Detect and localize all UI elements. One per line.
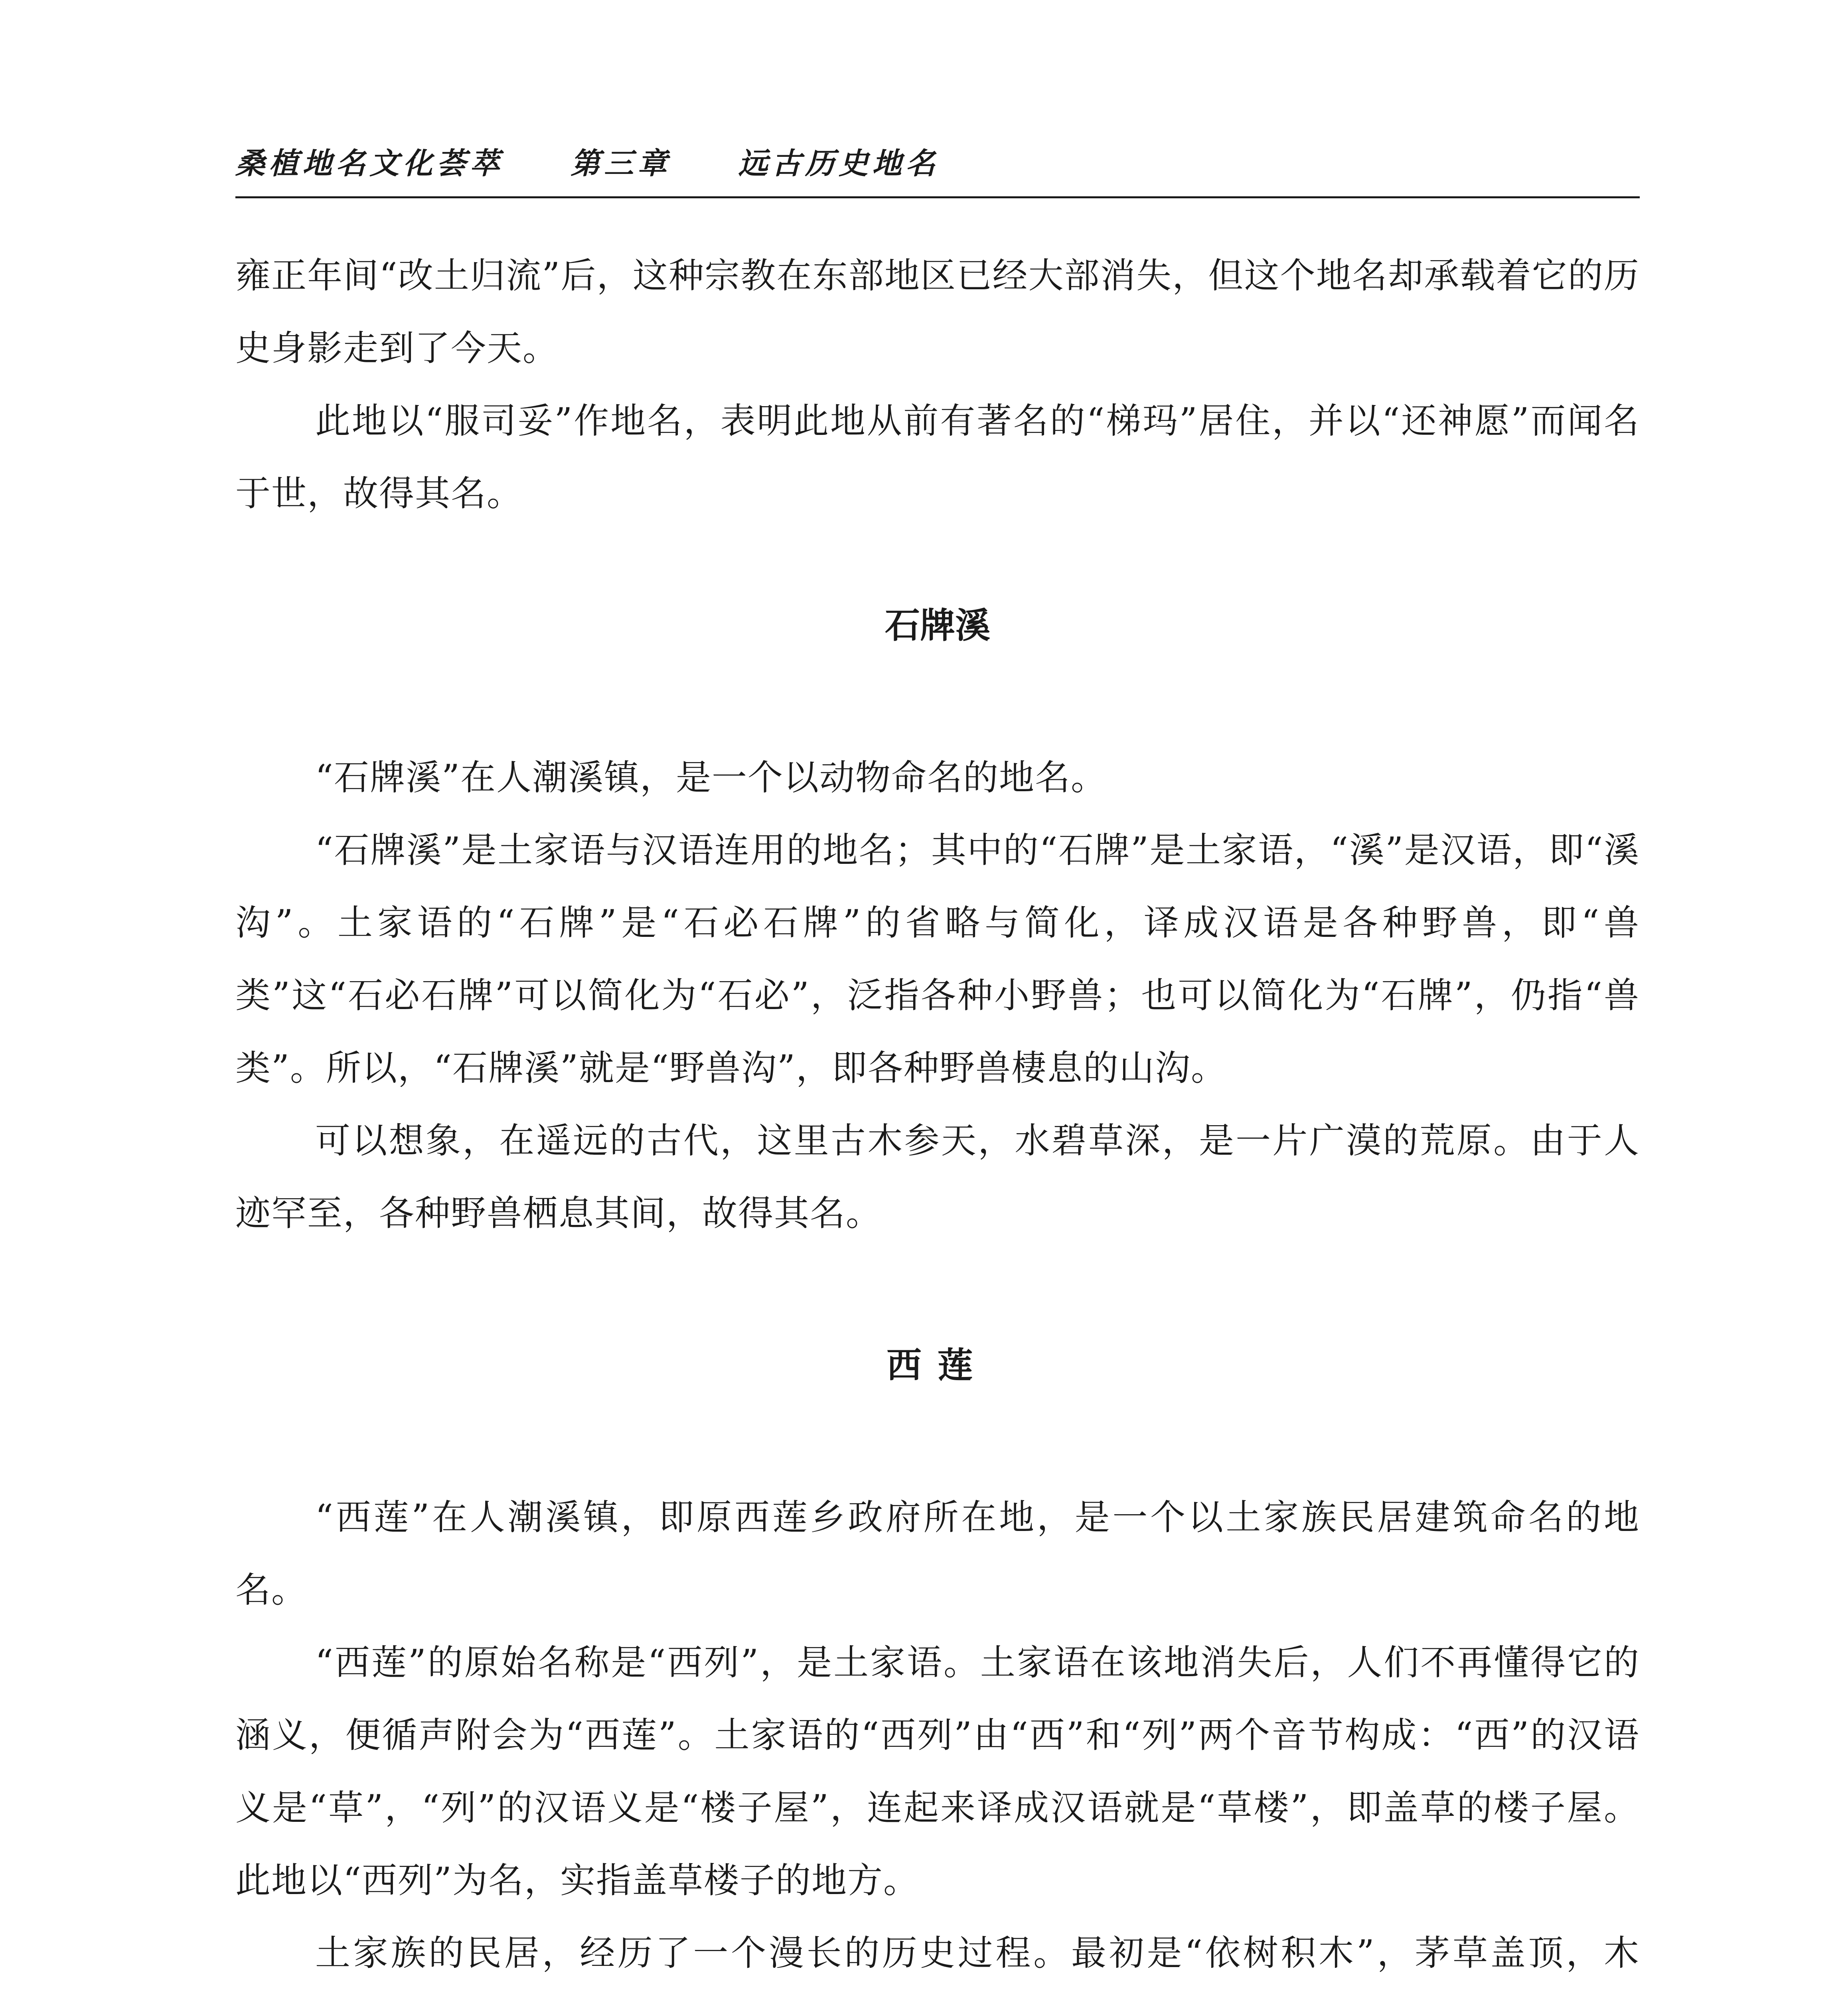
intro-paragraph-2: 此地以“服司妥”作地名，表明此地从前有著名的“梯玛”居住，并以“还神愿”而闻名于世，故得其名。 — [235, 400, 1640, 514]
shipaixi-paragraph-1: “石牌溪”在人潮溪镇，是一个以动物命名的地名。 — [315, 757, 1107, 798]
intro-paragraph-1: 雍正年间“改土归流”后，这种宗教在东部地区已经大部消失，但这个地名却承载着它的历史身影走到了今天。 — [235, 255, 1640, 369]
section-title-shipaixi: 石牌溪 — [885, 605, 990, 646]
shipaixi-paragraph-2: “石牌溪”是土家语与汉语连用的地名；其中的“石牌”是土家语，“溪”是汉语，即“溪沟”。土家语的“石牌”是“石必石牌”的省略与简化，译成汉语是各种野兽，即“兽类”这“石必石牌”可以简化为“石必”，泛指各种小野兽；也可以简化为“石牌”，仍指“兽类”。所以，“石牌溪”就是“野兽沟”，即各种野兽棲息的山沟。 — [235, 830, 1640, 1088]
xilian-paragraph-2: “西莲”的原始名称是“西列”，是土家语。土家语在该地消失后，人们不再懂得它的涵义，便循声附会为“西莲”。土家语的“西列”由“西”和“列”两个音节构成：“西”的汉语义是“草”，“列”的汉语义是“楼子屋”，连起来译成汉语就是“草楼”，即盖草的楼子屋。此地以“西列”为名，实指盖草楼子的地方。 — [235, 1642, 1640, 1901]
running-header — [235, 144, 1640, 184]
xilian-paragraph-1: “西莲”在人潮溪镇，即原西莲乡政府所在地，是一个以土家族民居建筑命名的地名。 — [235, 1497, 1640, 1610]
header-chapter-title: 远古历史地名 — [738, 146, 939, 181]
header-chapter: 第三章 — [571, 146, 671, 181]
header-book-title: 桑植地名文化荟萃 — [235, 146, 503, 181]
xilian-paragraph-3: 土家族的民居，经历了一个漫长的历史过程。最初是“依树积木”，茅草盖顶，木 — [315, 1932, 1640, 1973]
header-rule — [235, 196, 1640, 198]
page-body — [235, 239, 1640, 1995]
shipaixi-paragraph-3: 可以想象，在遥远的古代，这里古木参天，水碧草深，是一片广漠的荒原。由于人迹罕至，各种野兽栖息其间，故得其名。 — [235, 1120, 1640, 1234]
section-title-xilian: 西莲 — [886, 1345, 989, 1386]
